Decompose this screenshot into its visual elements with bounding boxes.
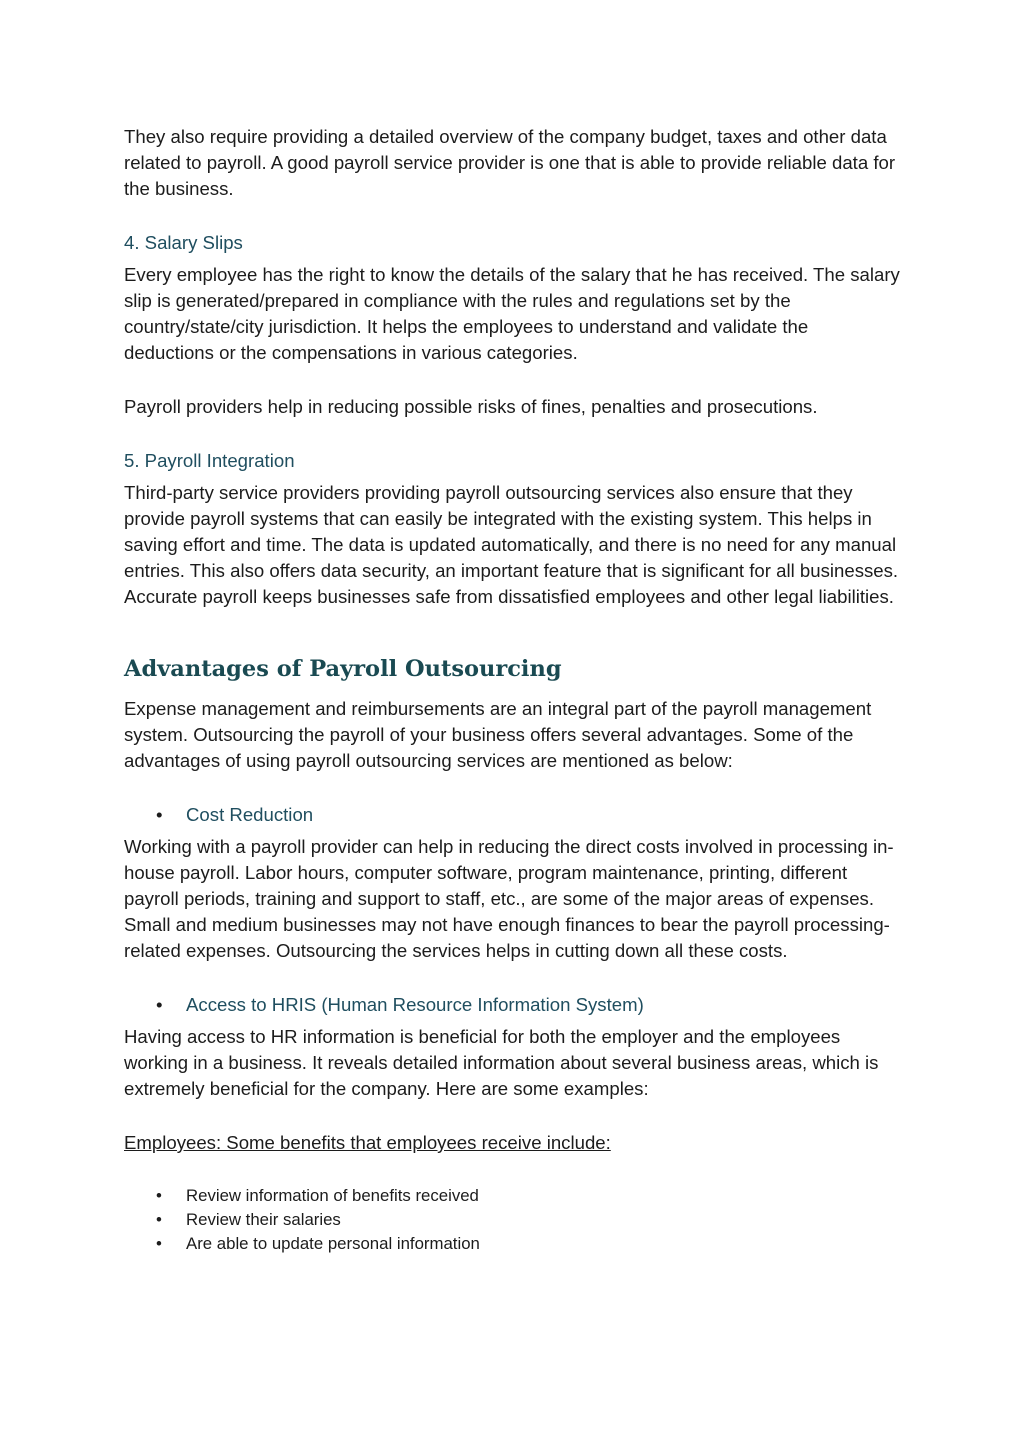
bullet-icon: • (156, 1210, 162, 1229)
benefit-text: Are able to update personal information (186, 1234, 480, 1253)
hris-heading: Access to HRIS (Human Resource Information System) (186, 994, 644, 1015)
payroll-integration-heading: 5. Payroll Integration (124, 450, 295, 471)
salary-slips-heading: 4. Salary Slips (124, 232, 243, 253)
employee-benefits-list (124, 1184, 900, 1256)
cost-reduction-heading: Cost Reduction (186, 804, 314, 825)
hris-bullet (124, 992, 900, 1018)
payroll-integration-paragraph: Third-party service providers providing payroll outsourcing services also ensure that they provide payroll systems that can easily be integrated with the existing system. This helps in saving effort and time. The data is updated automatically, and there is no need for any manual entries. This also offers data security, an important feature that is significant for all businesses. Accurate payroll keeps businesses safe from dissatisfied employees and other legal liabilities. (124, 482, 899, 607)
bullet-icon: • (156, 804, 163, 825)
list-item (124, 1232, 900, 1256)
cost-reduction-bullet (124, 802, 900, 828)
benefit-text: Review their salaries (186, 1210, 341, 1229)
salary-slips-paragraph: Every employee has the right to know the details of the salary that he has received. The salary slip is generated/prepared in compliance with the rules and regulations set by the country/state/city jurisdiction. It helps the employees to understand and validate the deductions or the compensations in various categories. (124, 264, 900, 363)
cost-reduction-paragraph: Working with a payroll provider can help in reducing the direct costs involved in processing in-house payroll. Labor hours, computer software, program maintenance, printing, different payroll periods, training and support to staff, etc., are some of the major areas of expenses. Small and medium businesses may not have enough finances to bear the payroll processing-related expenses. Outsourcing the services helps in cutting down all these costs. (124, 836, 894, 961)
document-page (124, 124, 900, 1256)
list-item (124, 1184, 900, 1208)
hris-paragraph: Having access to HR information is beneficial for both the employer and the employees working in a business. It reveals detailed information about several business areas, which is extremely beneficial for the company. Here are some examples: (124, 1026, 879, 1099)
benefit-text: Review information of benefits received (186, 1186, 479, 1205)
advantages-intro-paragraph: Expense management and reimbursements are an integral part of the payroll management system. Outsourcing the payroll of your business offers several advantages. Some of the advantages of using payroll outsourcing services are mentioned as below: (124, 698, 872, 771)
bullet-icon: • (156, 1186, 162, 1205)
bullet-icon: • (156, 994, 163, 1015)
advantages-heading: Advantages of Payroll Outsourcing (124, 656, 562, 682)
payroll-risks-paragraph: Payroll providers help in reducing possible risks of fines, penalties and prosecutions. (124, 396, 818, 417)
list-item (124, 1208, 900, 1232)
employees-benefits-label: Employees: Some benefits that employees receive include: (124, 1132, 611, 1153)
intro-paragraph: They also require providing a detailed overview of the company budget, taxes and other data related to payroll. A good payroll service provider is one that is able to provide reliable data for the business. (124, 126, 896, 199)
bullet-icon: • (156, 1234, 162, 1253)
